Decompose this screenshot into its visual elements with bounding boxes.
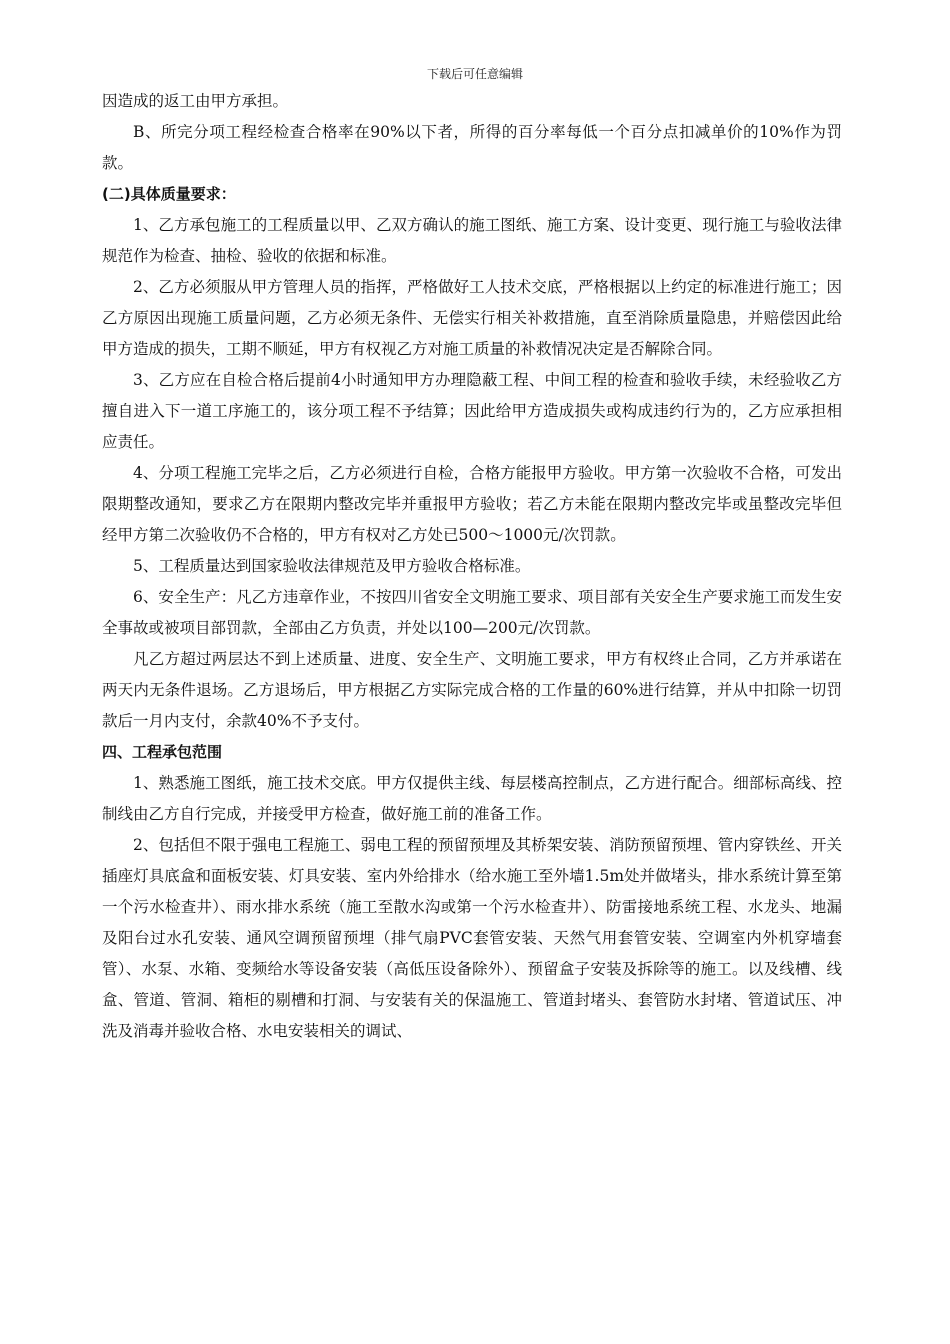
paragraph-2: B、所完分项工程经检查合格率在90%以下者，所得的百分率每低一个百分点扣减单价的10%作为罚款。: [102, 123, 842, 172]
section-heading-quality-requirements: (二)具体质量要求：: [102, 185, 236, 203]
paragraph-7: 5、工程质量达到国家验收法律规范及甲方验收合格标准。: [133, 557, 531, 575]
paragraph-9: 凡乙方超过两层达不到上述质量、进度、安全生产、文明施工要求，甲方有权终止合同，乙方并承诺在两天内无条件退场。乙方退场后，甲方根据乙方实际完成合格的工作量的60%进行结算，并从中扣除一切罚款后一月内支付，余款40%不予支付。: [102, 650, 842, 730]
paragraph-10: 1、熟悉施工图纸，施工技术交底。甲方仅提供主线、每层楼高控制点，乙方进行配合。细部标高线、控制线由乙方自行完成，并接受甲方检查，做好施工前的准备工作。: [102, 774, 842, 823]
paragraph-11: 2、包括但不限于强电工程施工、弱电工程的预留预埋及其桥架安装、消防预留预埋、管内穿铁丝、开关插座灯具底盒和面板安装、灯具安装、室内外给排水（给水施工至外墙1.5m处并做堵头，排水系统计算至第一个污水检查井）、雨水排水系统（施工至散水沟或第一个污水检查井）、防雷接地系统工程、水龙头、地漏及阳台过水孔安装、通风空调预留预埋（排气扇PVC套管安装、天然气用套管安装、空调室内外机穿墙套管）、水泵、水箱、变频给水等设备安装（高低压设备除外）、预留盒子安装及拆除等的施工。以及线槽、线盒、管道、管洞、箱柜的剔槽和打洞、与安装有关的保温施工、管道封堵头、套管防水封堵、管道试压、冲洗及消毒并验收合格、水电安装相关的调试、: [102, 836, 842, 1040]
section-heading-contract-scope: 四、工程承包范围: [102, 743, 223, 761]
paragraph-5: 3、乙方应在自检合格后提前4小时通知甲方办理隐蔽工程、中间工程的检查和验收手续，未经验收乙方擅自进入下一道工序施工的，该分项工程不予结算；因此给甲方造成损失或构成违约行为的，乙方应承担相应责任。: [102, 371, 842, 451]
page-header-note: 下载后可任意编辑: [426, 67, 523, 81]
document-body: [102, 86, 842, 1047]
paragraph-8: 6、安全生产：凡乙方违章作业，不按四川省安全文明施工要求、项目部有关安全生产要求施工而发生安全事故或被项目部罚款，全部由乙方负责，并处以100—200元/次罚款。: [102, 588, 842, 637]
paragraph-4: 2、乙方必须服从甲方管理人员的指挥，严格做好工人技术交底，严格根据以上约定的标准进行施工；因乙方原因出现施工质量问题，乙方必须无条件、无偿实行相关补救措施，直至消除质量隐患，并赔偿因此给甲方造成的损失，工期不顺延，甲方有权视乙方对施工质量的补救情况决定是否解除合同。: [102, 278, 842, 358]
paragraph-1: 因造成的返工由甲方承担。: [102, 92, 289, 110]
paragraph-6: 4、分项工程施工完毕之后，乙方必须进行自检，合格方能报甲方验收。甲方第一次验收不合格，可发出限期整改通知，要求乙方在限期内整改完毕并重报甲方验收；若乙方未能在限期内整改完毕或虽整改完毕但经甲方第二次验收仍不合格的，甲方有权对乙方处已500～1000元/次罚款。: [102, 464, 842, 544]
paragraph-3: 1、乙方承包施工的工程质量以甲、乙双方确认的施工图纸、施工方案、设计变更、现行施工与验收法律规范作为检查、抽检、验收的依据和标准。: [102, 216, 842, 265]
